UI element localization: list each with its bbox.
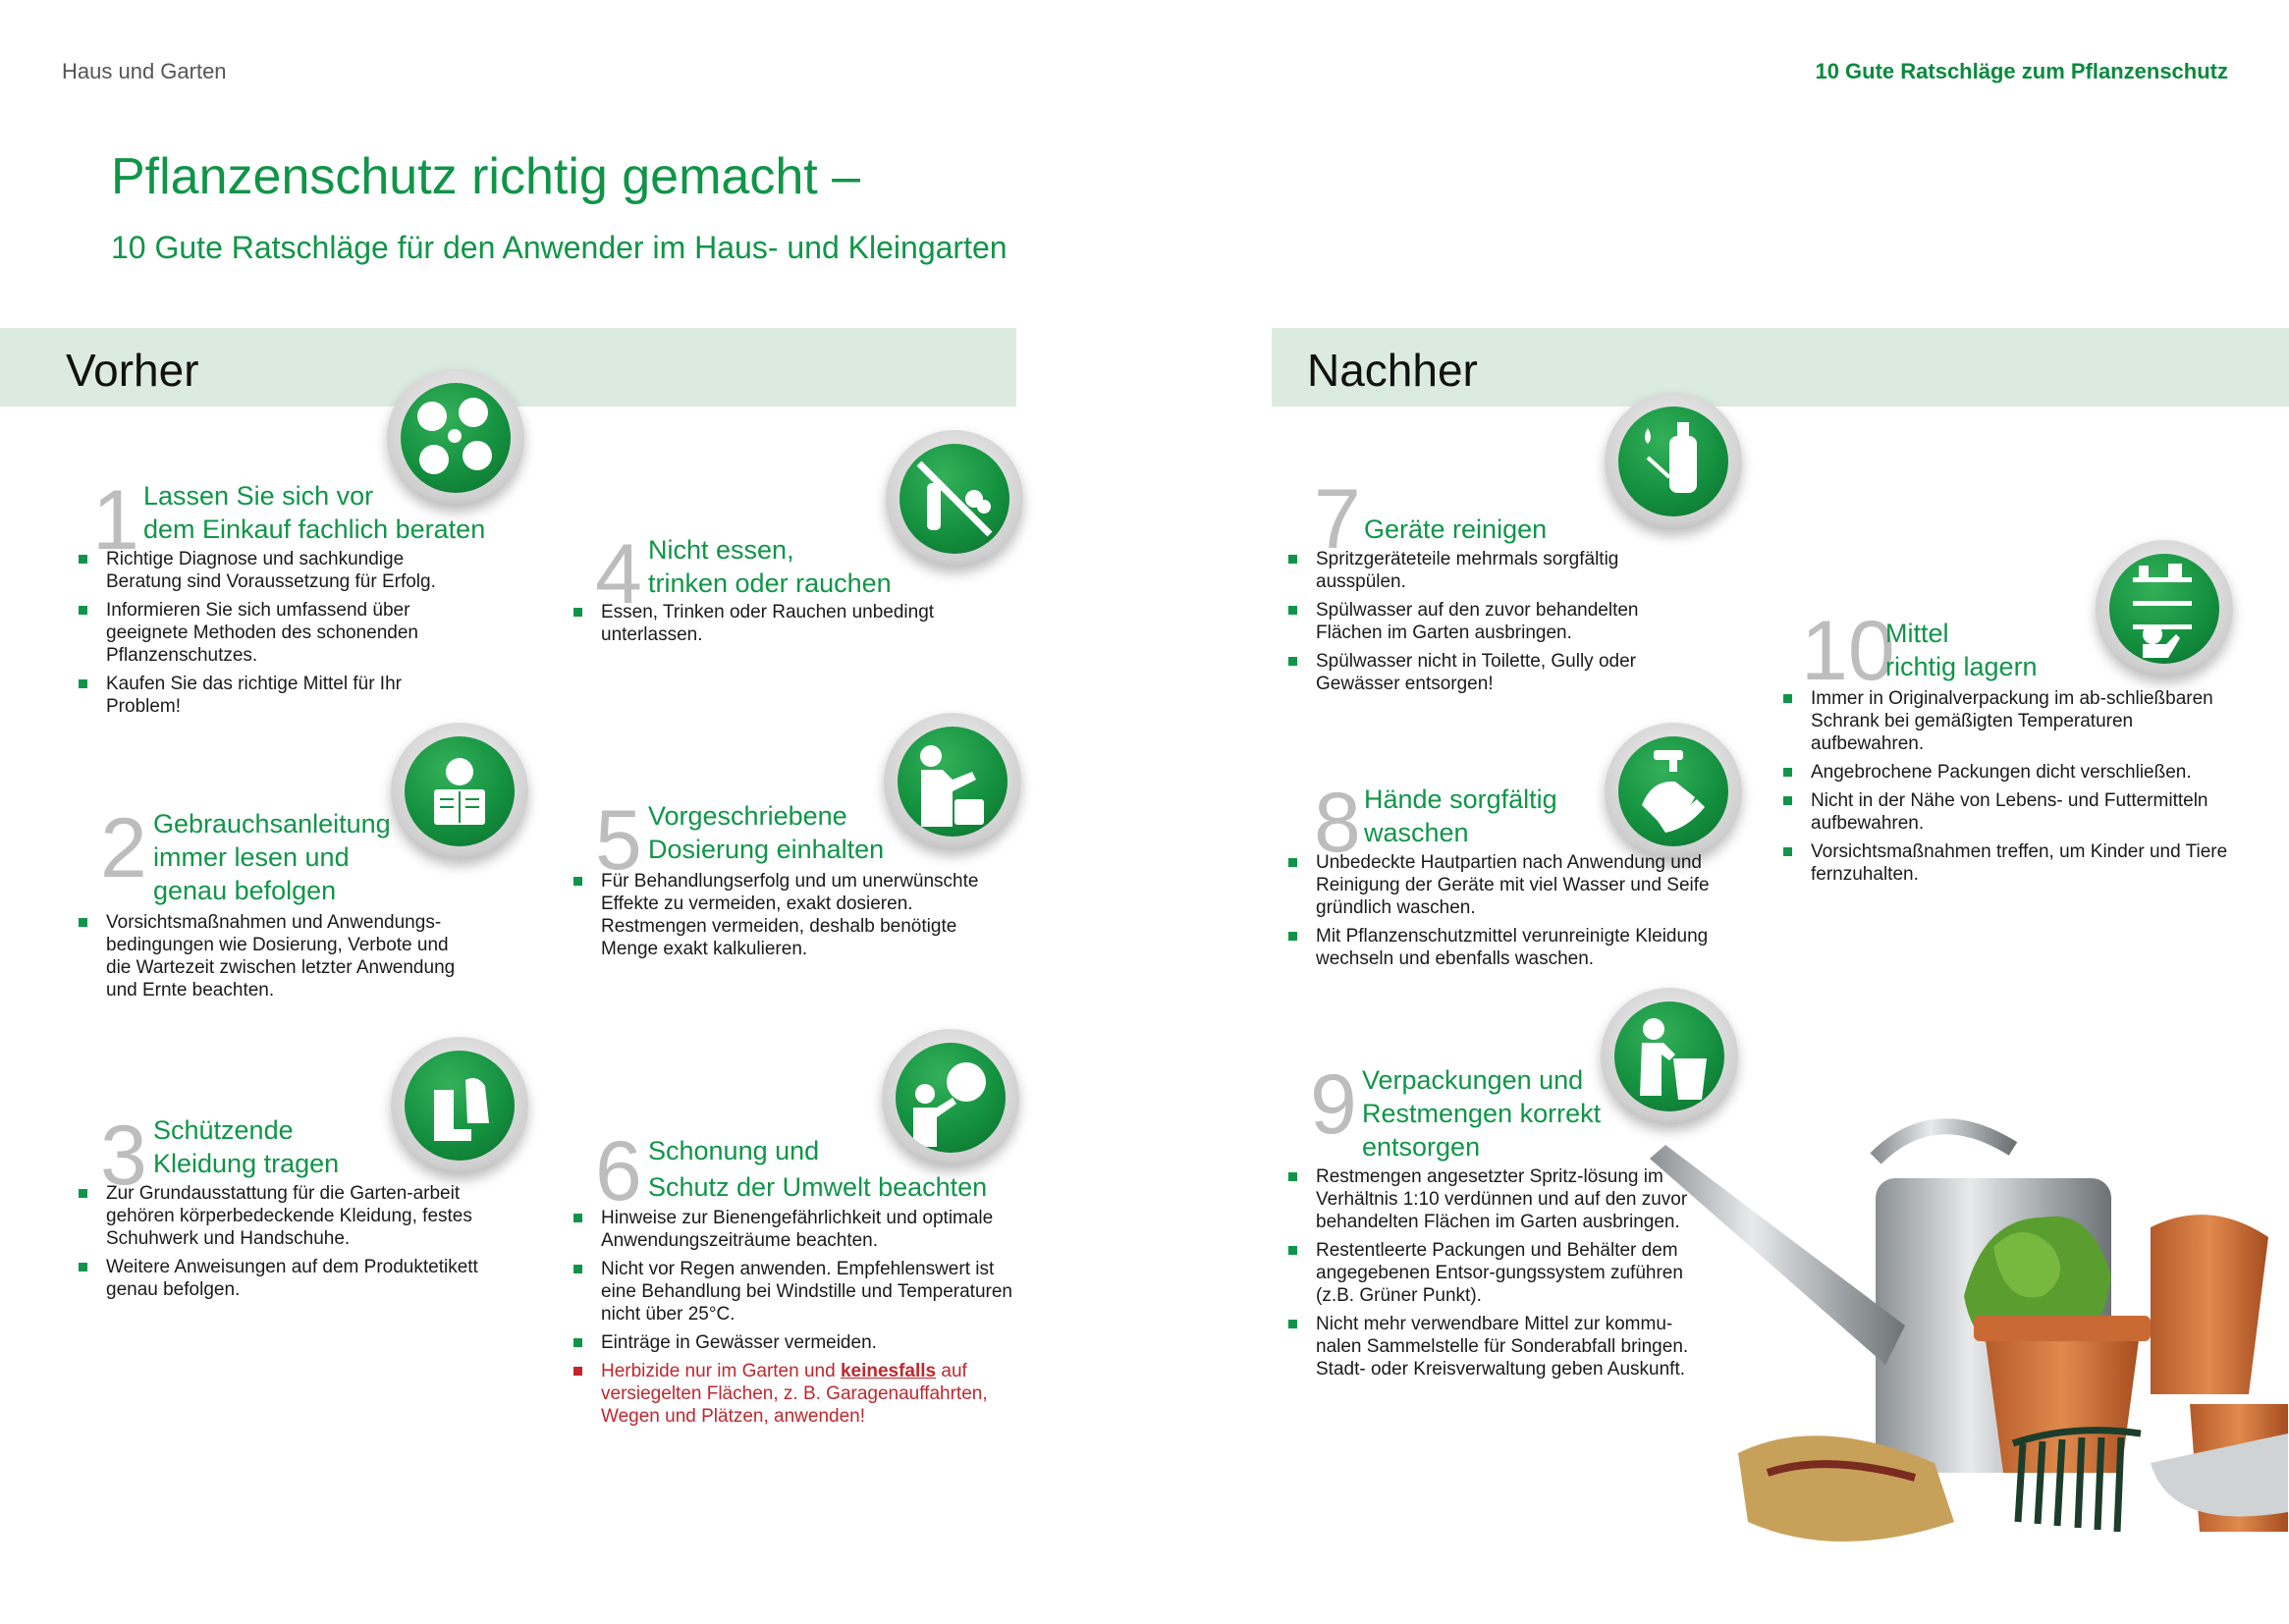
list-item: Nicht in der Nähe von Lebens- und Futtermitteln aufbewahren. xyxy=(1783,789,2235,835)
tip-5-heading-1: Vorgeschriebene xyxy=(648,801,847,831)
list-item: Hinweise zur Bienengefährlichkeit und optimale Anwendungszeiträume beachten. xyxy=(573,1207,1025,1252)
tip-3-number: 3 xyxy=(100,1109,147,1203)
list-item: Nicht vor Regen anwenden. Empfehlenswert ist eine Behandlung bei Windstille und Temperaturen nicht über 25°C. xyxy=(573,1258,1025,1326)
dosing-person-icon xyxy=(884,713,1021,850)
list-item: Restentleerte Packungen und Behälter dem angegebenen Entsor-gungssystem zuführen (z.B. Grüner Punkt). xyxy=(1288,1239,1711,1307)
tip-7-bullets xyxy=(1288,548,1701,701)
list-item: Für Behandlungserfolg und um unerwünschte Effekte zu vermeiden, exakt dosieren. Restmengen vermeiden, deshalb benötigte Menge exakt kalkulieren. xyxy=(573,870,986,960)
tip-9-heading-1: Verpackungen und xyxy=(1362,1065,1584,1095)
storage-shelf-icon xyxy=(2096,540,2233,677)
tip-8-heading-1: Hände sorgfältig xyxy=(1364,785,1557,814)
tip-10-heading-1: Mittel xyxy=(1885,619,1949,648)
warning-list-item: Herbizide nur im Garten und keinesfalls auf versiegelten Flächen, z. B. Garagenauffahrten, Wegen und Plätzen, anwenden! xyxy=(573,1360,1025,1428)
tip-7-number: 7 xyxy=(1314,472,1361,567)
warning-emphasis: keinesfalls xyxy=(840,1361,937,1381)
tip-8-number: 8 xyxy=(1314,776,1361,870)
tip-6-heading-1: Schonung und xyxy=(648,1136,820,1165)
no-eating-smoking-icon xyxy=(886,430,1023,568)
reading-person-icon xyxy=(391,723,528,860)
list-item: Essen, Trinken oder Rauchen unbedingt unterlassen. xyxy=(573,601,986,646)
hand-washing-icon xyxy=(1605,723,1742,860)
list-item: Spritzgeräteteile mehrmals sorgfältig ausspülen. xyxy=(1288,548,1701,593)
tip-5-heading-2: Dosierung einhalten xyxy=(648,835,885,864)
header-right: 10 Gute Ratschläge zum Pflanzenschutz xyxy=(1815,59,2228,83)
tip-4-heading-1: Nicht essen, xyxy=(648,535,794,565)
list-item: Mit Pflanzenschutzmittel verunreinigte Kleidung wechseln und ebenfalls waschen. xyxy=(1288,925,1740,970)
list-item: Immer in Originalverpackung im ab-schließbaren Schrank bei gemäßigten Temperaturen aufbewahren. xyxy=(1783,687,2235,755)
tip-5-number: 5 xyxy=(595,793,642,888)
tip-6-heading-2: Schutz der Umwelt beachten xyxy=(648,1172,988,1202)
tip-1-heading-1: Lassen Sie sich vor xyxy=(143,481,374,511)
list-item: Vorsichtsmaßnahmen treffen, um Kinder und Tiere fernzuhalten. xyxy=(1783,840,2235,886)
sprayer-icon xyxy=(1605,393,1742,530)
tip-8-bullets xyxy=(1288,851,1740,976)
tip-3-heading-2: Kleidung tragen xyxy=(153,1149,340,1178)
tip-1-number: 1 xyxy=(92,473,139,568)
tip-1-heading-2: dem Einkauf fachlich beraten xyxy=(143,514,486,544)
tip-3-bullets xyxy=(79,1182,511,1307)
list-item: Nicht mehr verwendbare Mittel zur kommu-nalen Sammelstelle für Sonderabfall bringen. Stadt- oder Kreisverwaltung geben Auskunft. xyxy=(1288,1313,1711,1380)
tip-1-bullets xyxy=(79,548,471,724)
tip-6-bullets xyxy=(573,1207,1025,1434)
list-item: Richtige Diagnose und sachkundige Beratung sind Voraussetzung für Erfolg. xyxy=(79,548,471,593)
page-subtitle: 10 Gute Ratschläge für den Anwender im Haus- und Kleingarten xyxy=(111,230,1008,265)
tip-2-heading-1: Gebrauchsanleitung xyxy=(153,809,391,839)
list-item: Unbedeckte Hautpartien nach Anwendung und Reinigung der Geräte mit viel Wasser und Seife gründlich waschen. xyxy=(1288,851,1740,919)
tip-9-heading-3: entsorgen xyxy=(1362,1132,1481,1162)
header-left: Haus und Garten xyxy=(62,59,227,83)
tip-3-heading-1: Schützende xyxy=(153,1115,294,1145)
list-item: Informieren Sie sich umfassend über geeignete Methoden des schonenden Pflanzenschutzes. xyxy=(79,599,471,667)
tip-10-number: 10 xyxy=(1801,604,1895,698)
list-item: Spülwasser nicht in Toilette, Gully oder Gewässer entsorgen! xyxy=(1288,650,1701,695)
tip-9-heading-2: Restmengen korrekt xyxy=(1362,1099,1602,1128)
gloves-boots-icon xyxy=(391,1037,528,1174)
tip-10-heading-2: richtig lagern xyxy=(1885,652,2038,681)
tip-6-number: 6 xyxy=(595,1124,642,1218)
tip-2-bullets xyxy=(79,911,471,1007)
tip-4-heading-2: trinken oder rauchen xyxy=(648,568,892,598)
list-item: Angebrochene Packungen dicht verschließen. xyxy=(1783,761,2235,784)
speech-bubbles-icon xyxy=(387,369,524,507)
list-item: Vorsichtsmaßnahmen und Anwendungs-bedingungen wie Dosierung, Verbote und die Wartezeit zwischen letzter Anwendung und Ernte beachten. xyxy=(79,911,471,1001)
page-title: Pflanzenschutz richtig gemacht – xyxy=(111,148,861,205)
list-item: Zur Grundausstattung für die Garten-arbeit gehören körperbedeckende Kleidung, festes Schuhwerk und Handschuhe. xyxy=(79,1182,511,1250)
list-item: Restmengen angesetzter Spritz-lösung im Verhältnis 1:10 verdünnen und auf den zuvor behandelten Flächen im Garten ausbringen. xyxy=(1288,1165,1711,1233)
list-item: Weitere Anweisungen auf dem Produktetikett genau befolgen. xyxy=(79,1256,511,1301)
tip-4-bullets xyxy=(573,601,986,652)
tip-5-bullets xyxy=(573,870,986,966)
tip-9-number: 9 xyxy=(1310,1057,1357,1152)
list-item: Einträge in Gewässer vermeiden. xyxy=(573,1331,1025,1354)
tip-2-heading-3: genau befolgen xyxy=(153,876,337,905)
section-label-before: Vorher xyxy=(66,345,199,396)
tip-7-heading-1: Geräte reinigen xyxy=(1364,514,1548,544)
tip-2-number: 2 xyxy=(100,801,147,895)
list-item: Kaufen Sie das richtige Mittel für Ihr Problem! xyxy=(79,673,471,718)
garden-tools-illustration xyxy=(1640,1070,2289,1624)
person-globe-icon xyxy=(882,1029,1019,1166)
tip-10-bullets xyxy=(1783,687,2235,892)
tip-4-number: 4 xyxy=(595,527,642,622)
tip-8-heading-2: waschen xyxy=(1364,818,1469,847)
tip-2-heading-2: immer lesen und xyxy=(153,842,350,872)
list-item: Spülwasser auf den zuvor behandelten Flächen im Garten ausbringen. xyxy=(1288,599,1701,644)
section-label-after: Nachher xyxy=(1307,345,1478,396)
